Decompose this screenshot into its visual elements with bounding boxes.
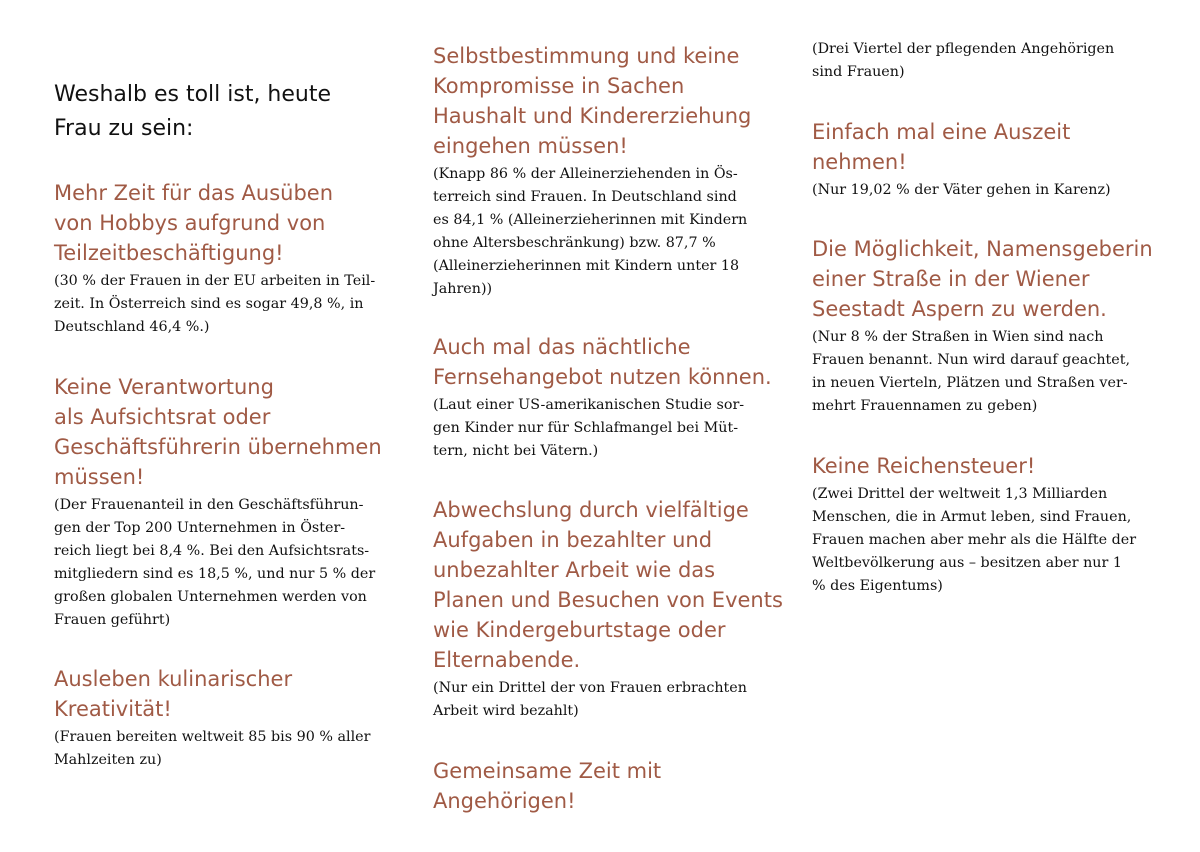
page-title: Weshalb es toll ist, heute Frau zu sein: (54, 82, 332, 141)
section-note: (Nur 8 % der Straßen in Wien sind nach Frauen benannt. Nun wird darauf geachtet, in neuen Vierteln, Plätzen und Straßen ver- mehrt Frauennamen zu geben) (812, 329, 1131, 414)
section-auszeit (812, 117, 1111, 202)
section-heading: Keine Verantwortung als Aufsichtsrat oder Geschäftsführerin übernehmen müssen! (54, 375, 382, 489)
section-verantwortung (54, 372, 382, 632)
section-selbstbestimmung (433, 41, 751, 301)
section-note: (Laut einer US-amerikanischen Studie sor- gen Kinder nur für Schlafmangel bei Müt- tern, nicht bei Vätern.) (433, 397, 745, 459)
section-note: (Frauen bereiten weltweit 85 bis 90 % aller Mahlzeiten zu) (54, 729, 371, 768)
section-note: (30 % der Frauen in der EU arbeiten in Teil- zeit. In Österreich sind es sogar 49,8 %, in Deutschland 46,4 %.) (54, 273, 376, 335)
section-heading: Ausleben kulinarischer Kreativität! (54, 667, 293, 721)
section-note: (Der Frauenanteil in den Geschäftsführun- gen der Top 200 Unternehmen in Öster- reich liegt bei 8,4 %. Bei den Aufsichtsrats- mitgliedern sind es 18,5 %, und nur 5 % der großen globalen Unternehmen werden von Frauen geführt) (54, 497, 376, 628)
section-reichensteuer (812, 451, 1136, 598)
section-fernsehen (433, 332, 772, 463)
section-note-continued: (Drei Viertel der pflegenden Angehörigen sind Frauen) (812, 41, 1115, 80)
section-heading: Keine Reichensteuer! (812, 454, 1036, 478)
section-heading: Einfach mal eine Auszeit nehmen! (812, 120, 1071, 174)
section-abwechslung (433, 495, 783, 723)
section-heading: Die Möglichkeit, Namensgeberin einer Straße in der Wiener Seestadt Aspern zu werden. (812, 237, 1153, 321)
section-heading: Mehr Zeit für das Ausüben von Hobbys aufgrund von Teilzeitbeschäftigung! (54, 181, 334, 265)
section-note: (Nur ein Drittel der von Frauen erbrachten Arbeit wird bezahlt) (433, 680, 747, 719)
section-namensgeberin (812, 234, 1153, 418)
section-heading: Gemeinsame Zeit mit Angehörigen! (433, 759, 662, 813)
section-heading: Selbstbestimmung und keine Kompromisse in Sachen Haushalt und Kindererziehung eingehen müssen! (433, 44, 752, 158)
section-note: (Nur 19,02 % der Väter gehen in Karenz) (812, 182, 1111, 198)
section-note: (Zwei Drittel der weltweit 1,3 Milliarden Menschen, die in Armut leben, sind Frauen, Frauen machen aber mehr als die Hälfte der Weltbevölkerung aus – besitzen aber nur 1 % des Eigentums) (812, 486, 1137, 594)
section-heading: Abwechslung durch vielfältige Aufgaben in bezahlter und unbezahlter Arbeit wie das Planen und Besuchen von Events wie Kindergeburtstage oder Elternabende. (433, 498, 783, 672)
section-heading: Auch mal das nächtliche Fernsehangebot nutzen können. (433, 335, 772, 389)
section-angehoerige (433, 756, 661, 816)
section-note: (Knapp 86 % der Alleinerziehenden in Ös- terreich sind Frauen. In Deutschland sind es 84,1 % (Alleinerzieherinnen mit Kindern ohne Altersbeschränkung) bzw. 87,7 % (Alleinerzieherinnen mit Kindern unter 18 Jahren)) (433, 166, 748, 297)
section-kulinarisch (54, 664, 370, 772)
section-hobbys (54, 178, 375, 339)
